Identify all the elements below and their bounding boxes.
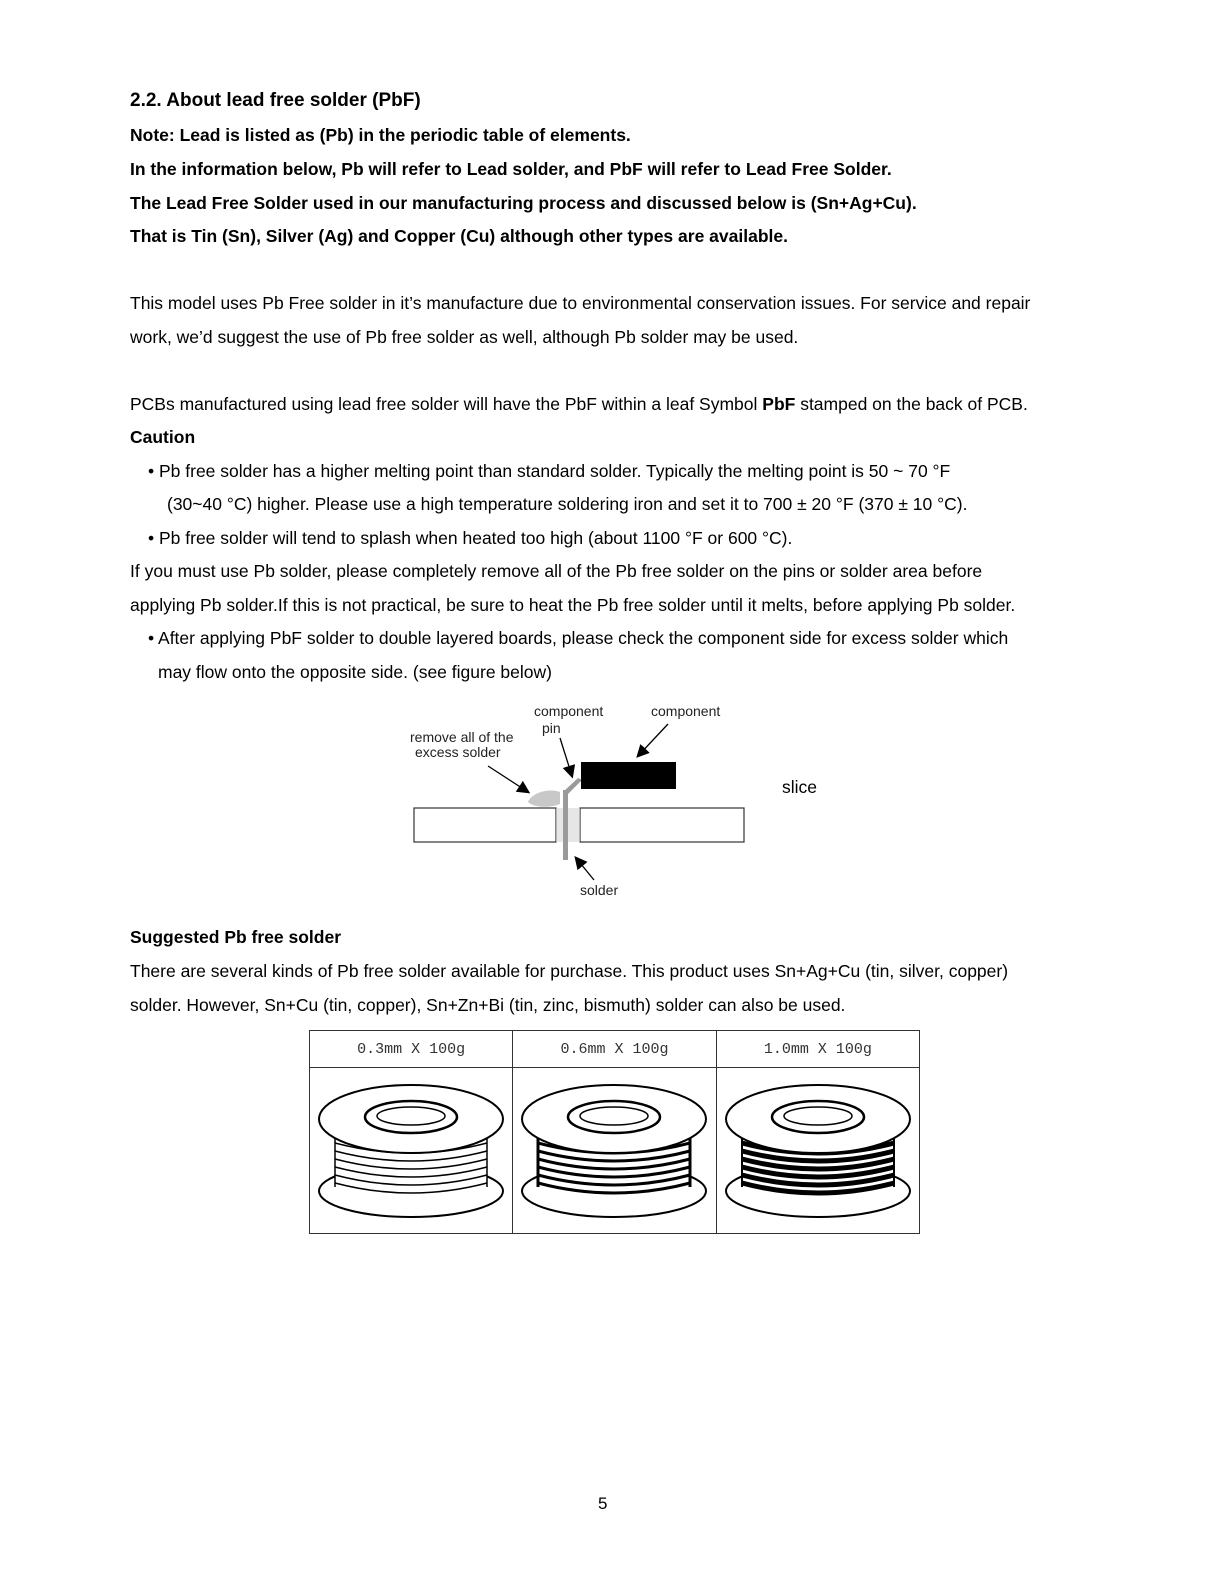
label-remove-excess-2: excess solder <box>415 744 501 760</box>
suggested-line: There are several kinds of Pb free solder available for purchase. This product uses Sn+Ag+Cu (tin, silver, copper) <box>130 961 1009 981</box>
arrow-remove-excess <box>488 766 528 792</box>
spool-label: 1.0mm X 100g <box>716 1031 919 1068</box>
intro-line: work, we’d suggest the use of Pb free solder as well, although Pb solder may be used. <box>130 327 799 347</box>
arrow-solder <box>576 858 594 880</box>
pcb-line-before: PCBs manufactured using lead free solder will have the PbF within a leaf Symbol <box>130 394 763 414</box>
caution-bullet-2: • Pb free solder will tend to splash when heated too high (about 1100 °F or 600 °C). <box>148 528 793 548</box>
intro-line: This model uses Pb Free solder in it’s manufacture due to environmental conservation issues. For service and repair <box>130 293 1031 313</box>
suggested-title: Suggested Pb free solder <box>130 927 342 947</box>
spool-label: 0.3mm X 100g <box>310 1031 513 1068</box>
spool-icon <box>720 1073 916 1223</box>
note-line: The Lead Free Solder used in our manufacturing process and discussed below is (Sn+Ag+Cu). <box>130 193 917 213</box>
spool-icon <box>313 1073 509 1223</box>
solder-figure <box>400 700 760 900</box>
caution-title: Caution <box>130 427 196 447</box>
pcb-line <box>130 394 1028 415</box>
caution-bullet-1-cont: (30~40 °C) higher. Please use a high temperature soldering iron and set it to 700 ± 20 °F (370 ± 10 °C). <box>167 494 968 514</box>
suggested-line: solder. However, Sn+Cu (tin, copper), Sn+Zn+Bi (tin, zinc, bismuth) solder can also be used. <box>130 995 846 1015</box>
spool-cell <box>716 1068 919 1234</box>
pin-through-hole <box>563 808 568 860</box>
caution-bullet-3: • After applying PbF solder to double layered boards, please check the component side for excess solder which <box>148 628 1009 648</box>
board-left <box>414 808 556 842</box>
note-line: That is Tin (Sn), Silver (Ag) and Copper (Cu) although other types are available. <box>130 226 788 246</box>
section-heading: 2.2. About lead free solder (PbF) <box>130 90 421 111</box>
spool-icon <box>516 1073 712 1223</box>
caution-bullet-1: • Pb free solder has a higher melting point than standard solder. Typically the melting point is 50 ~ 70 °F <box>148 461 951 481</box>
arrow-component-pin <box>560 738 572 776</box>
caution-paragraph-cont: applying Pb solder.If this is not practical, be sure to heat the Pb free solder until it melts, before applying Pb solder. <box>130 595 1016 615</box>
spool-cell <box>310 1068 513 1234</box>
pcb-line-after: stamped on the back of PCB. <box>795 394 1028 414</box>
spool-label: 0.6mm X 100g <box>513 1031 716 1068</box>
component-pin-bend <box>563 778 582 794</box>
excess-solder-blob <box>528 790 560 806</box>
pbf-symbol: PbF <box>762 394 796 414</box>
note-line: Note: Lead is listed as (Pb) in the periodic table of elements. <box>130 125 631 145</box>
page-number: 5 <box>598 1494 608 1513</box>
label-component-pin: component <box>534 703 604 719</box>
arrow-component <box>638 724 668 756</box>
component-body <box>581 762 676 789</box>
solder-spool-table <box>309 1030 920 1234</box>
label-remove-excess: remove all of the <box>410 729 514 745</box>
label-component: component <box>651 703 721 719</box>
label-slice: slice <box>782 777 818 797</box>
board-right <box>580 808 744 842</box>
spool-cell <box>513 1068 716 1234</box>
label-component-pin-2: pin <box>542 720 561 736</box>
caution-bullet-3-cont: may flow onto the opposite side. (see figure below) <box>158 662 552 682</box>
label-solder: solder <box>580 882 619 898</box>
note-line: In the information below, Pb will refer to Lead solder, and PbF will refer to Lead Free Solder. <box>130 159 892 179</box>
caution-paragraph: If you must use Pb solder, please completely remove all of the Pb free solder on the pins or solder area before <box>130 561 983 581</box>
